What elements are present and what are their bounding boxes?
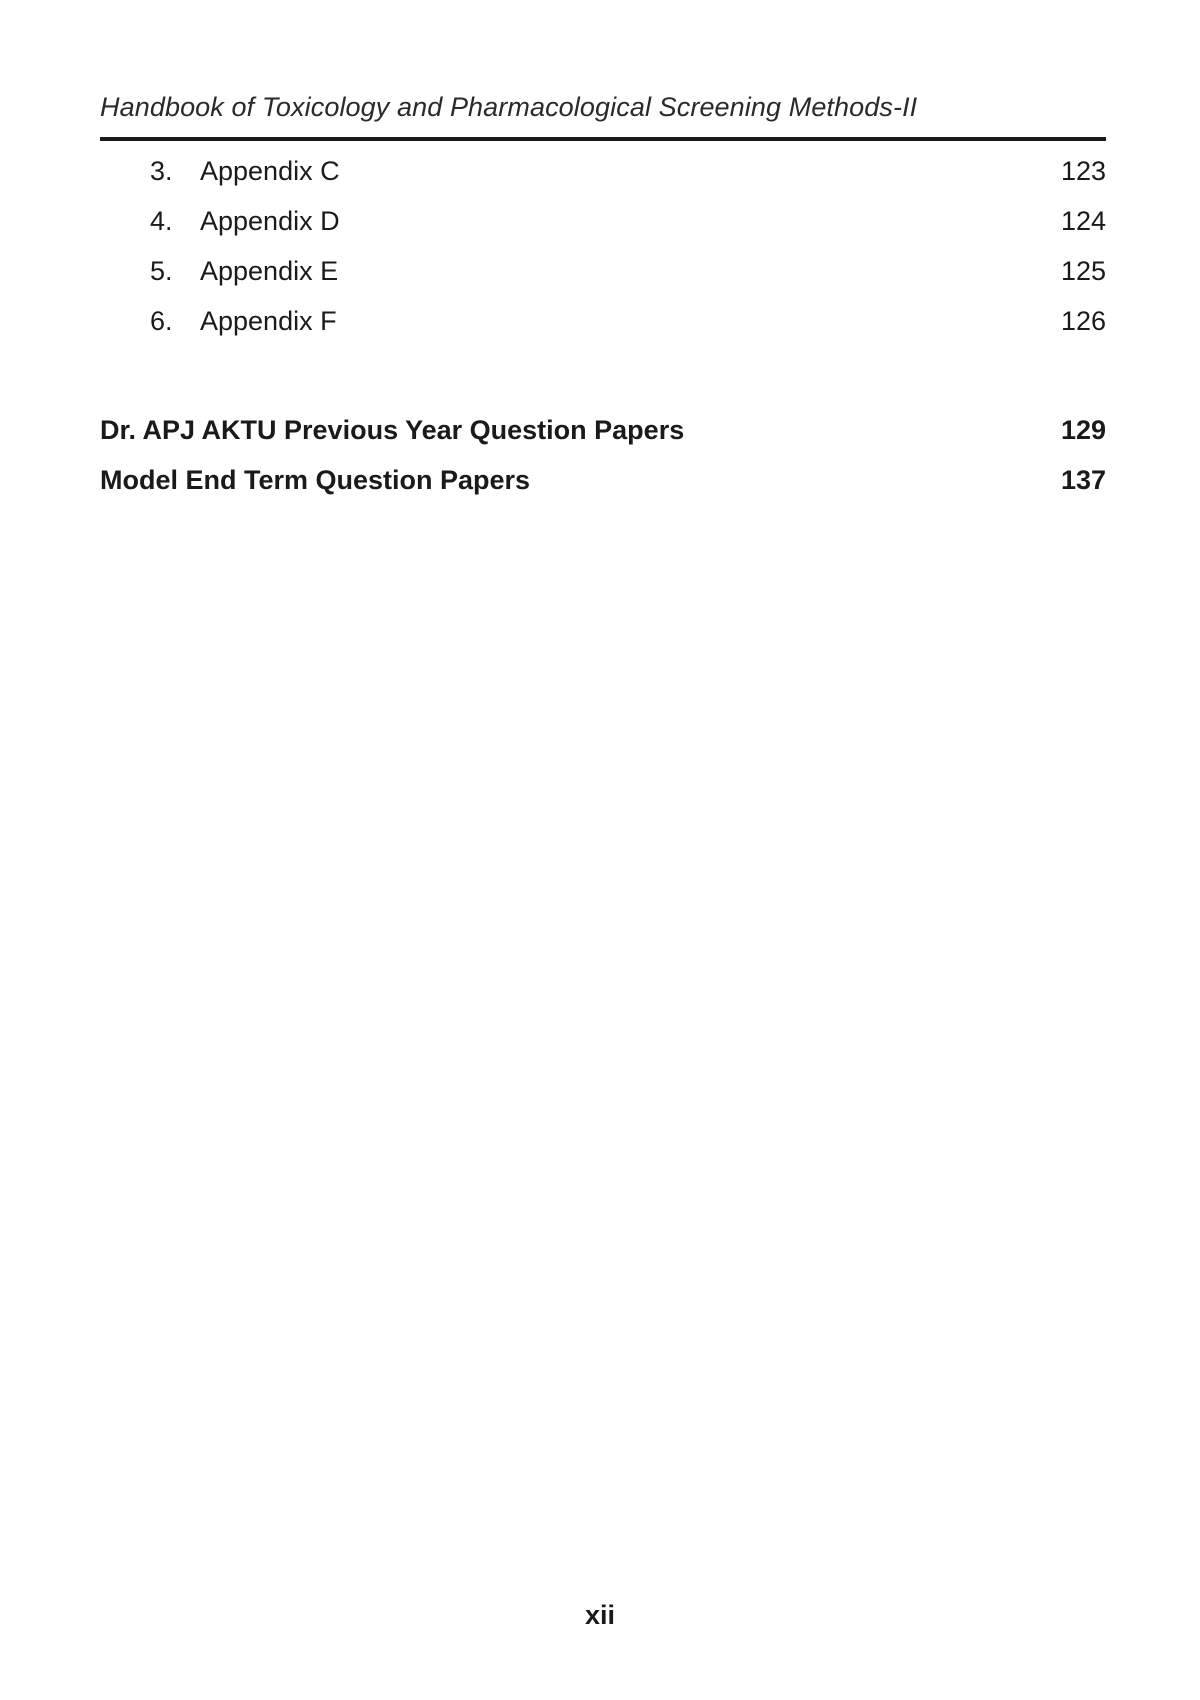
running-head-title: Handbook of Toxicology and Pharmacological Screening Methods-II <box>100 92 918 122</box>
toc-entry-title: Dr. APJ AKTU Previous Year Question Papers <box>100 415 685 445</box>
toc-entry-number: 5. <box>150 256 173 286</box>
toc-entry-title: Appendix F <box>200 306 337 336</box>
toc-entry-page: 124 <box>1060 206 1106 236</box>
toc-entry-page: 123 <box>1060 156 1106 186</box>
toc-entry-title: Appendix C <box>200 156 340 186</box>
toc-entry-page: 137 <box>1060 465 1106 495</box>
toc-entry-appendix-f[interactable] <box>100 306 1106 346</box>
toc-entry-title: Model End Term Question Papers <box>100 465 531 495</box>
header-rule <box>100 137 1106 141</box>
toc-entry-number: 6. <box>150 306 173 336</box>
toc-entry-appendix-d[interactable] <box>100 206 1106 246</box>
toc-entry-number: 4. <box>150 206 173 236</box>
toc-entry-appendix-e[interactable] <box>100 256 1106 296</box>
page-folio: xii <box>584 1600 616 1630</box>
toc-entry-appendix-c[interactable] <box>100 156 1106 196</box>
toc-entry-title: Appendix D <box>200 206 340 236</box>
toc-entry-page: 129 <box>1060 415 1106 445</box>
toc-entry-previous-year-papers[interactable] <box>100 415 1106 455</box>
toc-entry-model-end-term-papers[interactable] <box>100 465 1106 505</box>
toc-entry-page: 125 <box>1060 256 1106 286</box>
toc-entry-title: Appendix E <box>200 256 339 286</box>
toc-entry-page: 126 <box>1060 306 1106 336</box>
toc-entry-number: 3. <box>150 156 173 186</box>
